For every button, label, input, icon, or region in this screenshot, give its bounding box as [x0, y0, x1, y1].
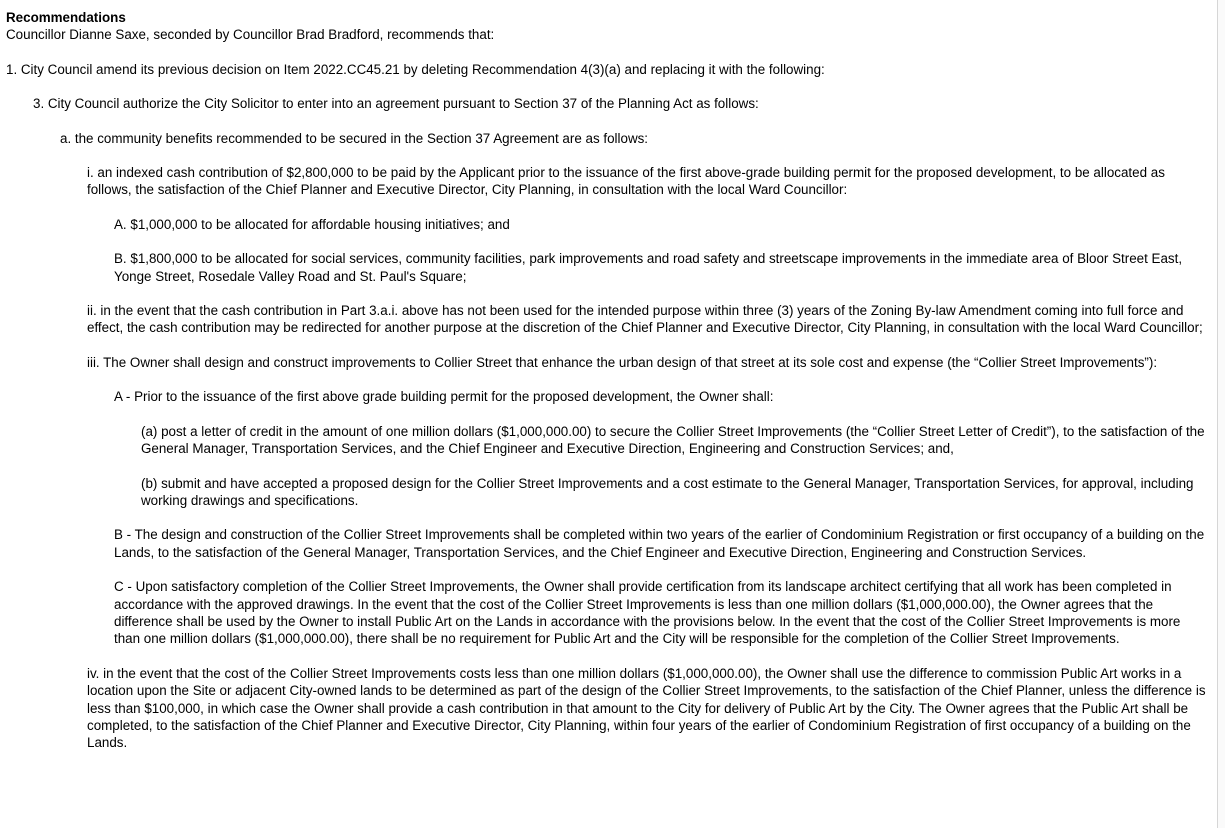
recommendation-3a: a. the community benefits recommended to be secured in the Section 37 Agreement are as follows:: [60, 130, 649, 146]
item-iii-a-b: (b) submit and have accepted a proposed design for the Collier Street Improvements and a cost estimate to the General Manager, Transportation Services, for approval, including working drawings and specifications.: [141, 475, 1194, 508]
item-iv: iv. in the event that the cost of the Collier Street Improvements costs less than one million dollars ($1,000,000.00), the Owner shall use the difference to commission Public Art works in a location upon the Site or adjacent City-owned lands to be determined as part of the design of the Collier Street Improvements, to the satisfaction of the Chief Planner, unless the difference is less than $100,000, in which case the Owner shall provide a cash contribution in that amount to the City for delivery of Public Art by the City. The Owner agrees that the Public Art shall be completed, to the satisfaction of the Chief Planner and Executive Director, City Planning, within four years of the earlier of Condominium Registration of first occupancy of a building on the Lands.: [87, 665, 1206, 751]
recommendations-document: [6, 9, 1206, 752]
recommendation-1: 1. City Council amend its previous decision on Item 2022.CC45.21 by deleting Recommendation 4(3)(a) and replacing it with the following:: [6, 61, 825, 77]
item-iii-a-a: (a) post a letter of credit in the amount of one million dollars ($1,000,000.00) to secure the Collier Street Improvements (the “Collier Street Letter of Credit”), to the satisfaction of the General Manager, Transportation Services, and the Chief Engineer and Executive Direction, Engineering and Construction Services; and,: [141, 423, 1205, 457]
scrollbar-track[interactable]: [1217, 0, 1225, 828]
item-iii-a: A - Prior to the issuance of the first above grade building permit for the proposed development, the Owner shall:: [114, 389, 774, 405]
motion-mover: Councillor Dianne Saxe, seconded by Councillor Brad Bradford, recommends that:: [6, 27, 495, 43]
item-i-b: B. $1,800,000 to be allocated for social services, community facilities, park improvements and road safety and streetscape improvements in the immediate area of Bloor Street East, Yonge Street, Rosedale Valley Road and St. Paul's Square;: [114, 251, 1183, 284]
item-iii-c: C - Upon satisfactory completion of the Collier Street Improvements, the Owner shall provide certification from its landscape architect certifying that all work has been completed in accordance with the approved drawings. In the event that the cost of the Collier Street Improvements is less than one million dollars ($1,000,000.00), the Owner agrees that the difference shall be used by the Owner to install Public Art on the Lands in accordance with the provisions below. In the event that the cost of the Collier Street Improvements is more than one million dollars ($1,000,000.00), there shall be no requirement for Public Art and the City will be responsible for the completion of the Collier Street Improvements.: [114, 579, 1181, 647]
recommendation-3: 3. City Council authorize the City Solicitor to enter into an agreement pursuant to Section 37 of the Planning Act as follows:: [33, 96, 759, 112]
section-heading: Recommendations: [6, 10, 126, 25]
item-i: i. an indexed cash contribution of $2,800,000 to be paid by the Applicant prior to the issuance of the first above-grade building permit for the proposed development, to be allocated as follows, the satisfaction of the Chief Planner and Executive Director, City Planning, in consultation with the local Ward Councillor:: [87, 165, 1165, 198]
item-i-a: A. $1,000,000 to be allocated for affordable housing initiatives; and: [114, 216, 510, 232]
item-iii: iii. The Owner shall design and construct improvements to Collier Street that enhance the urban design of that street at its sole cost and expense (the “Collier Street Improvements”):: [87, 354, 1158, 370]
item-ii: ii. in the event that the cash contribution in Part 3.a.i. above has not been used for the intended purpose within three (3) years of the Zoning By-law Amendment coming into full force and effect, the cash contribution may be redirected for another purpose at the discretion of the Chief Planner and Executive Director, City Planning, in consultation with the local Ward Councillor;: [87, 303, 1203, 336]
item-iii-b: B - The design and construction of the Collier Street Improvements shall be completed within two years of the earlier of Condominium Registration or first occupancy of a building on the Lands, to the satisfaction of the General Manager, Transportation Services, and the Chief Engineer and Executive Direction, Engineering and Construction Services.: [114, 527, 1205, 560]
